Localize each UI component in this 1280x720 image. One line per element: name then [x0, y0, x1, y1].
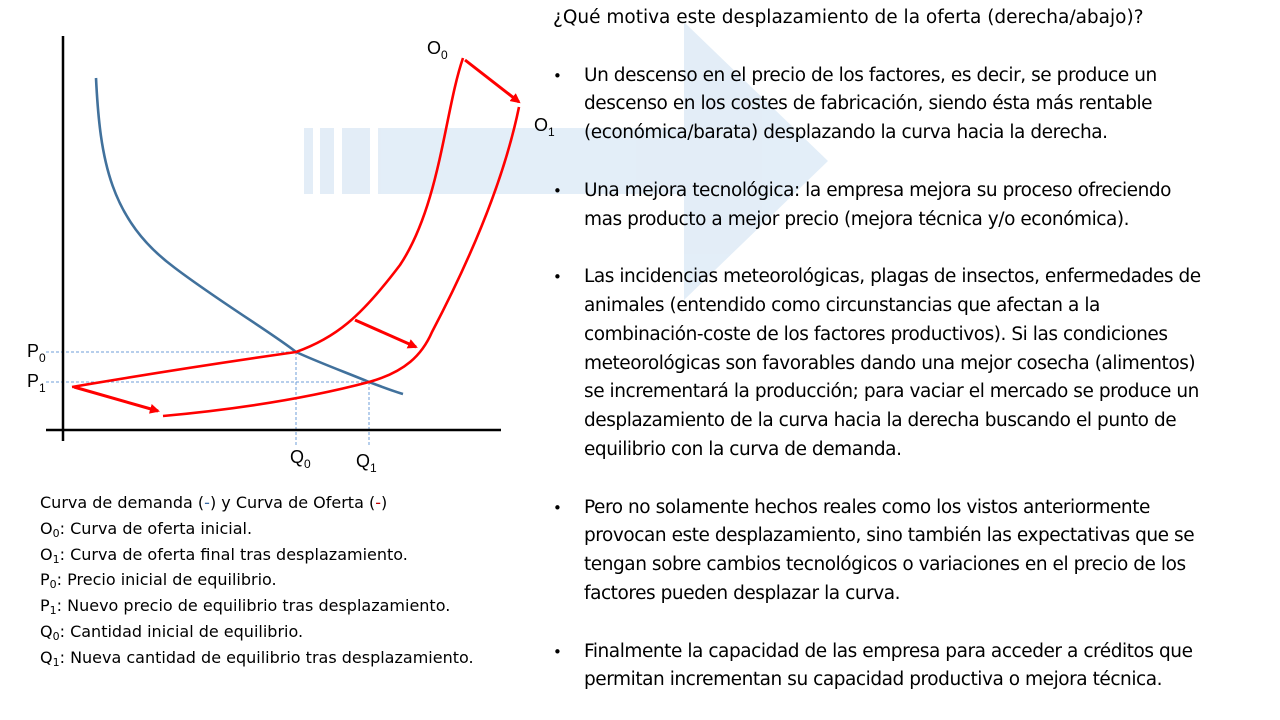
- legend-item-q0: $Q_0$: Cantidad inicial de equilibrio.: [40, 621, 304, 643]
- bullet-line: combinación-coste de los factores productivos). Si las condiciones: [584, 323, 1168, 345]
- legend-title: [40, 490, 520, 516]
- demand-curve: [96, 78, 403, 394]
- bullet-dot-icon: •: [553, 181, 562, 200]
- question-heading: ¿Qué motiva este desplazamiento de la oferta (derecha/abajo)?: [553, 7, 1144, 28]
- supply-dash-symbol: -: [375, 493, 381, 512]
- bullet-line: meteorológicas son favorables dando una mejor cosecha (alimentos): [584, 352, 1196, 374]
- legend-title-part: ): [381, 493, 388, 512]
- bullet-item: [553, 494, 1273, 609]
- label-p0: $P_0$: [27, 341, 46, 365]
- bullet-item: [553, 263, 1273, 465]
- bullet-dot-icon: •: [553, 268, 562, 287]
- bullet-line: permitan incrementan su capacidad productiva o mejora técnica.: [584, 669, 1163, 691]
- legend-item-p0: $P_0$: Precio inicial de equilibrio.: [40, 570, 277, 592]
- demand-dash-symbol: -: [204, 493, 210, 512]
- bullet-line: Pero no solamente hechos reales como los vistos anteriormente: [584, 496, 1150, 518]
- bullet-line: Un descenso en el precio de los factores, es decir, se produce un: [584, 64, 1157, 86]
- bullet-line: (económica/barata) desplazando la curva hacia la derecha.: [584, 122, 1108, 144]
- label-o0: $O_0$: [427, 38, 448, 62]
- bullet-line: Finalmente la capacidad de las empresa para acceder a créditos que: [584, 640, 1193, 662]
- label-o1: $O_1$: [534, 115, 555, 139]
- label-q1: $Q_1$: [356, 451, 377, 475]
- bullet-dot-icon: •: [553, 66, 562, 85]
- bullet-line: Las incidencias meteorológicas, plagas de insectos, enfermedades de: [584, 266, 1201, 288]
- legend-title-part: ) y Curva de Oferta (: [209, 493, 376, 512]
- legend-item-q1: $Q_1$: Nueva cantidad de equilibrio tras desplazamiento.: [40, 647, 474, 669]
- bullet-line: desplazamiento de la curva hacia la derecha buscando el punto de: [584, 410, 1177, 432]
- explanation-panel: [553, 4, 1273, 695]
- bullet-item: [553, 62, 1273, 148]
- bullet-list: [553, 62, 1273, 696]
- bullet-line: se incrementará la producción; para vaciar el mercado se produce un: [584, 381, 1199, 403]
- legend-title-part: Curva de demanda (: [40, 493, 205, 512]
- bullet-line: Una mejora tecnológica: la empresa mejora su proceso ofreciendo: [584, 179, 1172, 201]
- legend-item-p1: $P_1$: Nuevo precio de equilibrio tras desplazamiento.: [40, 596, 451, 618]
- bullet-dot-icon: •: [553, 642, 562, 661]
- bullet-dot-icon: •: [553, 498, 562, 517]
- bullet-line: factores pueden desplazar la curva.: [584, 582, 901, 604]
- bullet-line: tengan sobre cambios tecnológicos o variaciones en el precio de los: [584, 554, 1186, 576]
- bullet-line: animales (entendido como circunstancias que afectan a la: [584, 294, 1100, 316]
- bullet-line: provocan este desplazamiento, sino también las expectativas que se: [584, 525, 1195, 547]
- legend-item-o1: $O_1$: Curva de oferta final tras desplazamiento.: [40, 544, 408, 566]
- bullet-line: mas producto a mejor precio (mejora técnica y/o económica).: [584, 208, 1130, 230]
- bullet-item: [553, 177, 1273, 235]
- label-q0: $Q_0$: [290, 447, 311, 471]
- shift-arrow-top: [465, 60, 519, 102]
- shift-arrow-bottom: [74, 387, 158, 411]
- bullet-line: equilibrio con la curva de demanda.: [584, 438, 902, 460]
- bullet-line: descenso en los costes de fabricación, siendo ésta más rentable: [584, 93, 1153, 115]
- bullet-item: [553, 638, 1273, 696]
- legend: [40, 490, 520, 671]
- legend-item-o0: $O_0$: Curva de oferta inicial.: [40, 518, 253, 540]
- label-p1: $P_1$: [27, 371, 46, 395]
- shift-arrow-middle: [355, 320, 416, 347]
